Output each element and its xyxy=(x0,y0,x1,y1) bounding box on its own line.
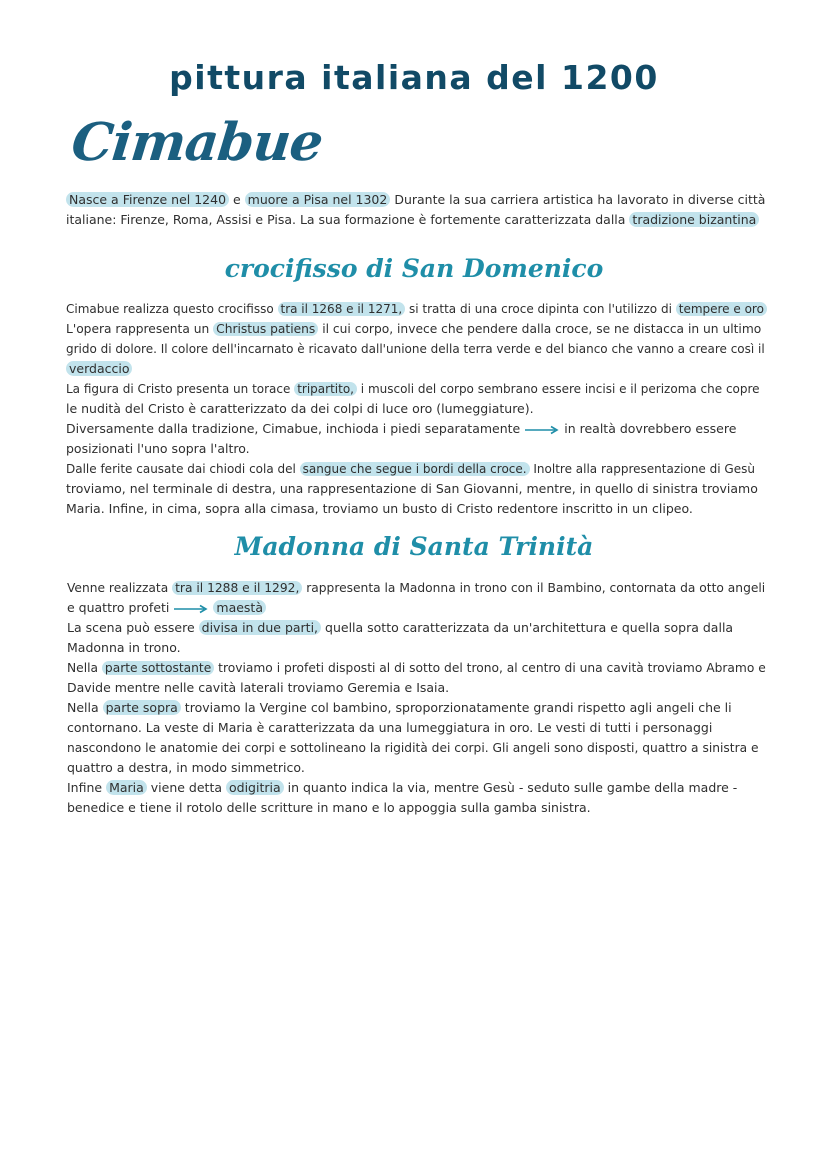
highlight: odigitria xyxy=(226,780,284,795)
text-line: grido di dolore. Il colore dell'incarnato è ricavato dall'unione della terra verde e del bianco che vanno a creare così il xyxy=(66,342,765,356)
artist-heading: Cimabue xyxy=(68,112,326,173)
highlight: Maria xyxy=(106,780,147,795)
highlight: tripartito, xyxy=(294,382,357,396)
highlight: tradizione bizantina xyxy=(629,212,759,227)
text-line: Davide mentre nelle cavità laterali troviamo Geremia e Isaia. xyxy=(67,680,450,695)
intro-paragraph xyxy=(66,190,766,230)
section-heading-crocifisso: crocifisso di San Domenico xyxy=(224,254,604,283)
intro-line: Nasce a Firenze nel 1240 e muore a Pisa nel 1302 Durante la sua carriera artistica ha lavorato in diverse città xyxy=(66,190,766,210)
text-line: Maria. Infine, in cima, sopra alla cimasa, troviamo un busto di Cristo redentore inscritto in un clipeo. xyxy=(66,501,693,516)
highlight: tra il 1268 e il 1271, xyxy=(278,302,406,316)
text-line: La figura di Cristo presenta un torace tripartito, i muscoli del corpo sembrano essere incisi e il perizoma che copre xyxy=(66,382,760,396)
text-line: posizionati l'uno sopra l'altro. xyxy=(66,441,250,456)
highlight: parte sottostante xyxy=(102,661,214,675)
page-title: pittura italiana del 1200 xyxy=(169,58,659,97)
text-line: troviamo, nel terminale di destra, una rappresentazione di San Giovanni, mentre, in quello di sinistra troviamo xyxy=(66,481,758,496)
text-line: Nella parte sottostante troviamo i profeti disposti al di sotto del trono, al centro di una cavità troviamo Abramo e xyxy=(67,661,766,675)
text-line: e quattro profeti maestà xyxy=(67,598,767,618)
highlight: maestà xyxy=(213,600,266,615)
arrow-right-icon xyxy=(524,425,560,435)
text-line: Madonna in trono. xyxy=(67,640,181,655)
text-line: La scena può essere divisa in due parti, quella sotto caratterizzata da un'architettura e quella sopra dalla xyxy=(67,620,734,635)
text-line xyxy=(66,359,766,379)
text-line: nascondono le anatomie dei corpi e sottolineano la rigidità dei corpi. Gli angeli sono disposti, quattro a sinistra e xyxy=(67,741,759,755)
highlight: Nasce a Firenze nel 1240 xyxy=(66,192,229,207)
text-line: quattro a destra, in modo simmetrico. xyxy=(67,760,305,775)
madonna-paragraph xyxy=(67,578,767,818)
text-line: L'opera rappresenta un Christus patiens il cui corpo, invece che pendere dalla croce, se ne distacca in un ultimo xyxy=(66,322,762,336)
highlight: divisa in due parti, xyxy=(199,620,321,635)
highlight: Christus patiens xyxy=(213,322,318,336)
text-line: Diversamente dalla tradizione, Cimabue, inchioda i piedi separatamente in realtà dovrebbero essere xyxy=(66,421,737,436)
highlight: tra il 1288 e il 1292, xyxy=(172,581,302,595)
text-line: le nudità del Cristo è caratterizzato da dei colpi di luce oro (lumeggiature). xyxy=(66,401,534,416)
arrow-right-icon xyxy=(173,604,209,614)
text-line: Infine Maria viene detta odigitria in quanto indica la via, mentre Gesù - seduto sulle gambe della madre - xyxy=(67,780,738,795)
highlight: verdaccio xyxy=(66,361,132,376)
text-line: Venne realizzata tra il 1288 e il 1292, rappresenta la Madonna in trono con il Bambino, contornata da otto angeli xyxy=(67,581,766,595)
highlight: muore a Pisa nel 1302 xyxy=(245,192,391,207)
section-heading-madonna: Madonna di Santa Trinità xyxy=(234,532,594,561)
crocifisso-paragraph xyxy=(66,299,766,519)
intro-line: italiane: Firenze, Roma, Assisi e Pisa. La sua formazione è fortemente caratterizzata dalla tradizione bizantina xyxy=(66,210,766,230)
highlight: parte sopra xyxy=(103,700,181,715)
text-line: contornano. La veste di Maria è caratterizzata da una lumeggiatura in oro. Le vesti di tutti i personaggi xyxy=(67,720,713,735)
text-line: Dalle ferite causate dai chiodi cola del sangue che segue i bordi della croce. Inoltre alla rappresentazione di Gesù xyxy=(66,462,755,476)
highlight: tempere e oro xyxy=(676,302,767,316)
text-line: Cimabue realizza questo crocifisso tra il 1268 e il 1271, si tratta di una croce dipinta con l'utilizzo di tempere e oro xyxy=(66,299,766,319)
text-line: Nella parte sopra troviamo la Vergine col bambino, sproporzionatamente grandi rispetto agli angeli che li xyxy=(67,700,732,715)
text-line: benedice e tiene il rotolo delle scritture in mano e lo appoggia sulla gamba sinistra. xyxy=(67,800,591,815)
highlight: sangue che segue i bordi della croce. xyxy=(300,462,530,476)
